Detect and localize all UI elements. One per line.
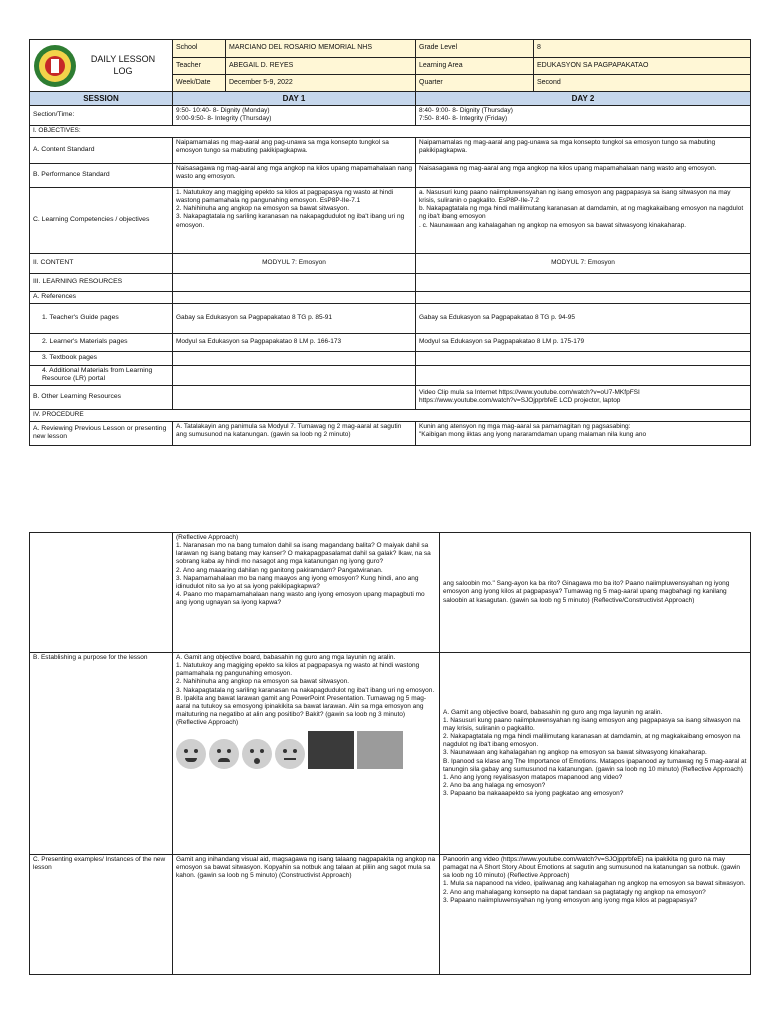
area-value: EDUKASYON SA PAGPAPAKATAO	[534, 58, 751, 75]
school-label: School	[173, 40, 226, 58]
textbook-pages-label: 3. Textbook pages	[30, 352, 173, 366]
daily-lesson-log-title: DAILY LESSON LOG	[90, 53, 156, 76]
presenting-examples-day2: Panoorin ang video (https://www.youtube.com/watch?v=SJOjpprbfeE) na ipakikita ng guro na may pamagat na A Short Story About Emotions at sagutin ang sumusunod na katanungan sa notbuk. (gawin sa loob ng 10 minuto) (Reflective Approach) 1. Mula sa napanood na video, ipaliwanag ang kahalagahan ng angkop na emosyon sa bawat sitwasyon. 2. Ano ang mahalagang konsepto na dapat tandaan sa pagtatagly ng angkop na emosyon? 3. Papaano naiimpluwensyahan ng iyong emosyon ang iyong mga kilos at pagpapasya?	[440, 855, 751, 975]
reflective-row-label	[30, 533, 173, 653]
resources-heading: III. LEARNING RESOURCES	[30, 274, 173, 292]
grade-label: Grade Level	[416, 40, 534, 58]
lr-portal-label: 4. Additional Materials from Learning Resource (LR) portal	[30, 366, 173, 386]
other-resources-day1	[173, 385, 416, 409]
teachers-guide-day1: Gabay sa Edukasyon sa Pagpapakatao 8 TG p. 85-91	[173, 304, 416, 334]
resources-day2	[416, 274, 751, 292]
content-standard-day1: Naipamamalas ng mag-aaral ang pag-unawa sa mga konsepto tungkol sa emosyon tungo sa mabuting pakikipagkapwa.	[173, 138, 416, 164]
content-day1: MODYUL 7: Emosyon	[173, 254, 416, 274]
section-time-day1: 9:50- 10:40- 8- Dignity (Monday) 9:00-9:50- 8- Integrity (Thursday)	[173, 106, 416, 126]
teacher-label: Teacher	[173, 58, 226, 75]
competencies-day1: 1. Natutukoy ang magiging epekto sa kilos at pagpapasya ng wasto at hindi wastong pamamahala ng pangunahing emosyon. EsP8P-IIe-7.1 2. Nahihinuha ang angkop na emosyon sa bawat sitwasyon. 3. Nakapagtatala ng sariling karanasan na nakapagdudulot ng iba't ibang uri ng emosyon.	[173, 188, 416, 254]
crying-child-photo-icon	[357, 731, 403, 769]
teacher-value: ABEGAIL D. REYES	[226, 58, 416, 75]
quarter-value: Second	[534, 75, 751, 92]
other-resources-day2: Video Clip mula sa Internet https://www.youtube.com/watch?v=oU7-MKfpFSI https://www.youtube.com/watch?v=SJOjpprbfeE LCD projector, laptop	[416, 385, 751, 409]
procedure-heading: IV. PROCEDURE	[30, 409, 751, 421]
grade-value: 8	[534, 40, 751, 58]
content-label: II. CONTENT	[30, 254, 173, 274]
reflective-day1: (Reflective Approach) 1. Naranasan mo na bang tumalon dahil sa isang magandang balita? O maiyak dahil sa larawan ng isang batang may kanser? O makapagpasalamat dahil sa galak? Ikaw, na sa sobrang kaba ay hindi mo nasagot ang mga katanungan ng iyong guro? 2. Ano ang maaaring dahilan ng ganitong pakiramdam? Pangatwiranan. 3. Napamamahalaan mo ba nang maayos ang iyong emosyon? Kung hindi, ano ang idinudulot nito sa iyo at sa iyong pakikipagkapwa? 4. Paano mo mapamamahalaan nang wasto ang iyong emosyon upang mapagbuti mo ang iyong ugnayan sa iyong kapwa?	[173, 533, 440, 653]
content-standard-label: A. Content Standard	[30, 138, 173, 164]
establishing-purpose-day1: A. Gamit ang objective board, babasahin ng guro ang mga layunin ng aralin. 1. Natutukoy ang magiging epekto sa kilos at pagpapasya ng wasto at hindi wastong pamamahala ng pangunahing emosyon. 2. Nahihinuha ang angkop na emosyon sa bawat sitwasyon. 3. Nakapagtatala ng sariling karanasan na nakapagdudulot ng iba't ibang uri ng emosyon. B. Ipakita ang bawat larawan gamit ang PowerPoint Presentation. Tumawag ng 5 mag-aaral na tutukoy sa emosyong ipinakikita sa bawat larawan. Alin sa mga emosyon ang maituturing na negatibo at alin ang positibo? Bakit? (gawin sa loob ng 3 minuto) (Reflective Approach)	[176, 654, 435, 726]
references-day1	[173, 292, 416, 304]
establishing-purpose-day2: A. Gamit ang objective board, babasahin ng guro ang mga layunin ng aralin. 1. Nasusuri kung paano naiimpluwensyahan ng isang emosyon ang pagpapasya sa isang sitwasyon na may krisis, suliranin o pagkalito. 2. Nakapagtatala ng mga hindi malilimutang karanasan at damdamin, at ng magkakaibang emosyon na nagdulot ng iba't ibang emosyon. 3. Naunawaan ang kahalagahan ng angkop na emosyon sa bawat sitwasyong kinakaharap. B. Ipanood sa klase ang The Importance of Emotions. Matapos ipapanood ay tumawag ng 5 mag-aaral at tanungin sila gabay ang sumusunod na katanungan. (gawin sa loob ng 10 minuto) (Reflective Approach) 1. Ano ang iyong reyalisasyon matapos mapanood ang video? 2. Ano ba ang halaga ng emosyon? 3. Papaano ba nakaaapekto sa iyong pagkatao ang emosyon?	[440, 653, 751, 855]
lesson-log-table-page1	[29, 39, 751, 446]
references-day2	[416, 292, 751, 304]
review-lesson-day2: Kunin ang atensyon ng mga mag-aaral sa pamamagitan ng pagsasabing: "Kaibigan mong iiktas ang iyong nararamdaman upang malaman nila kung ano	[416, 421, 751, 445]
lesson-log-table-page2	[29, 532, 751, 975]
section-time-day2: 8:40- 9:00- 8- Dignity (Thursday) 7:50- 8:40- 8- Integrity (Friday)	[416, 106, 751, 126]
day1-heading: DAY 1	[173, 92, 416, 106]
performance-standard-day1: Naisasagawa ng mag-aaral ang mga angkop na kilos upang mapamahalaan nang wasto ang emosyon.	[173, 164, 416, 188]
area-label: Learning Area	[416, 58, 534, 75]
day2-heading: DAY 2	[416, 92, 751, 106]
establishing-purpose-day1-cell	[173, 653, 440, 855]
teachers-guide-label: 1. Teacher's Guide pages	[30, 304, 173, 334]
review-lesson-day1: A. Tatalakayin ang panimula sa Modyul 7. Tumawag ng 2 mag-aaral at sagutin ang sumusunod na katanungan. (gawin sa loob ng 2 minuto)	[173, 421, 416, 445]
quarter-label: Quarter	[416, 75, 534, 92]
textbook-pages-day1	[173, 352, 416, 366]
session-heading: SESSION	[30, 92, 173, 106]
establishing-purpose-label: B. Establishing a purpose for the lesson	[30, 653, 173, 855]
resources-day1	[173, 274, 416, 292]
learners-materials-label: 2. Learner's Materials pages	[30, 334, 173, 352]
header-logo-cell	[30, 40, 173, 92]
learners-materials-day1: Modyul sa Edukasyon sa Pagpapakatao 8 LM p. 166-173	[173, 334, 416, 352]
section-time-label: Section/Time:	[30, 106, 173, 126]
other-resources-label: B. Other Learning Resources	[30, 385, 173, 409]
references-label: A. References	[30, 292, 173, 304]
content-standard-day2: Naipamamalas ng mag-aaral ang pag-unawa sa mga konsepto tungkol sa emosyon tungo sa mabuting pakikipagkapwa.	[416, 138, 751, 164]
content-day2: MODYUL 7: Emosyon	[416, 254, 751, 274]
presenting-examples-label: C. Presenting examples/ Instances of the new lesson	[30, 855, 173, 975]
lr-portal-day1	[173, 366, 416, 386]
week-label: Week/Date	[173, 75, 226, 92]
happy-face-icon	[176, 739, 206, 769]
performance-standard-label: B. Performance Standard	[30, 164, 173, 188]
review-lesson-label: A. Reviewing Previous Lesson or presenting new lesson	[30, 421, 173, 445]
teachers-guide-day2: Gabay sa Edukasyon sa Pagpapakatao 8 TG p. 94-95	[416, 304, 751, 334]
crying-face-icon	[209, 739, 239, 769]
competencies-day2: a. Nasusuri kung paano naiimpluwensyahan ng isang emosyon ang pagpapasya sa isang sitwasyon na may krisis, suliranin o pagkalito. EsP8P-IIe-7.2 b. Nakapagtatala ng mga hindi malilimutang karanasan at damdamin, at ng magkakaibang emosyon na nagdulot ng iba't ibang emosyon . c. Naunawaan ang kahalagahan ng angkop na emosyon sa bawat sitwasyong kinakaharap.	[416, 188, 751, 254]
lr-portal-day2	[416, 366, 751, 386]
week-value: December 5-9, 2022	[226, 75, 416, 92]
angry-face-icon	[275, 739, 305, 769]
scared-face-icon	[242, 739, 272, 769]
textbook-pages-day2	[416, 352, 751, 366]
presenting-examples-day1: Gamit ang inihandang visual aid, magsagawa ng isang talaang nagpapakita ng angkop na emosyon sa bawat sitwasyon. Kopyahin sa notbuk ang talaan at piliin ang sagot mula sa kahon. (gawin sa loob ng 5 minuto) (Constructivist Approach)	[173, 855, 440, 975]
distressed-person-photo-icon	[308, 731, 354, 769]
competencies-label: C. Learning Competencies / objectives	[30, 188, 173, 254]
reflective-day2: ang saloobin mo." Sang-ayon ka ba rito? Ginagawa mo ba ito? Paano naiimpluwensyahan ng iyong emosyon ang iyong kilos at pagpapasya? Tumawag ng 5 mag-aaral upang magbahagi ng kanilang saloobin at kasagutan. (gawin sa loob ng 5 minuto) (Reflective/Constructivist Approach)	[440, 533, 751, 653]
school-seal-icon	[33, 44, 77, 88]
emotion-images	[176, 731, 436, 769]
school-value: MARCIANO DEL ROSARIO MEMORIAL NHS	[226, 40, 416, 58]
objectives-heading: I. OBJECTIVES:	[30, 126, 751, 138]
performance-standard-day2: Naisasagawa ng mag-aaral ang mga angkop na kilos upang mapamahalaan nang wasto ang emosyon.	[416, 164, 751, 188]
learners-materials-day2: Modyul sa Edukasyon sa Pagpapakatao 8 LM p. 175-179	[416, 334, 751, 352]
